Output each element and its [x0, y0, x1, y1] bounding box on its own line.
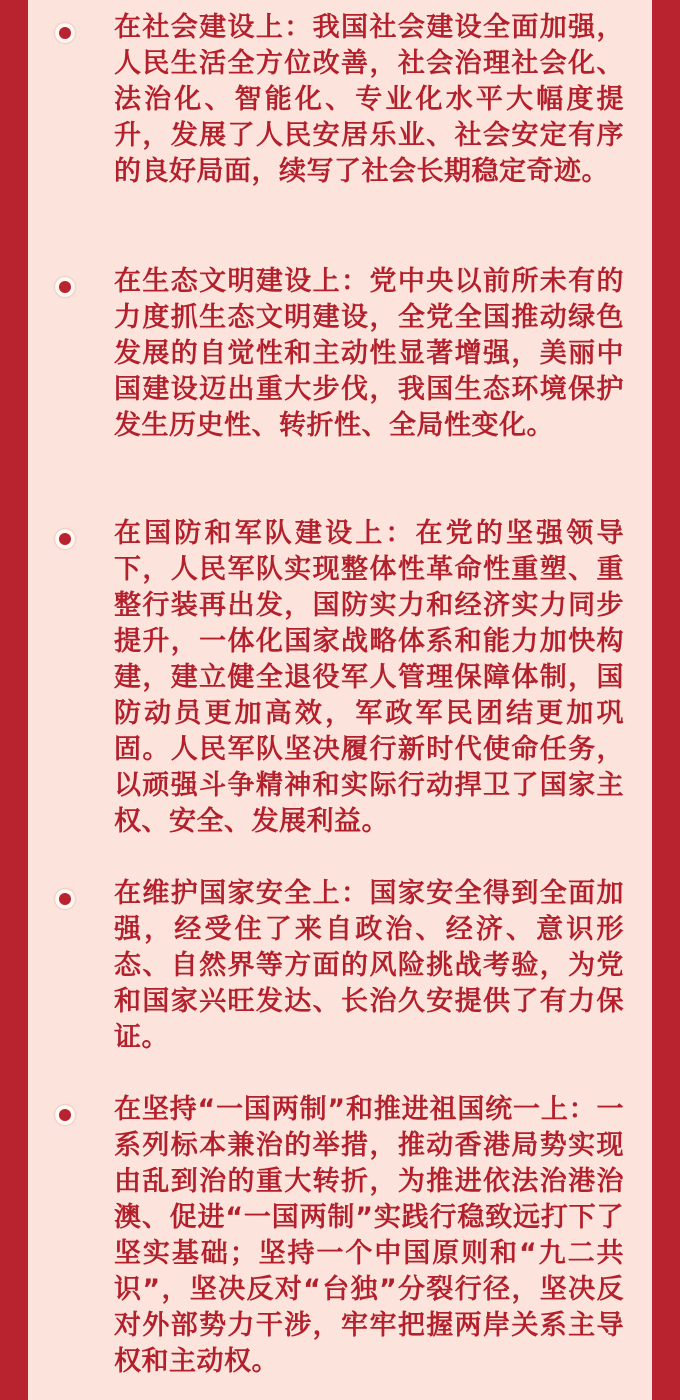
content-panel — [28, 0, 652, 1400]
bullet-dot-icon — [55, 277, 75, 297]
bullet-dot-icon — [55, 23, 75, 43]
item-text-reunification: 在坚持“一国两制”和推进祖国统一上：一系列标本兼治的举措，推动香港局势实现由乱到治的重大转折，为推进依法治港治澳、促进“一国两制”实践行稳致远打下了坚实基础；坚持一个中国原则和“九二共识”，坚决反对“台独”分裂行径，坚决反对外部势力干涉，牢牢把握两岸关系主导权和主动权。 — [114, 1094, 624, 1377]
bullet-dot-icon — [55, 529, 75, 549]
bullet-dot-icon — [55, 1105, 75, 1125]
item-text-ecology: 在生态文明建设上：党中央以前所未有的力度抓生态文明建设，全党全国推动绿色发展的自觉性和主动性显著增强，美丽中国建设迈出重大步伐，我国生态环境保护发生历史性、转折性、全局性变化。 — [114, 266, 624, 441]
bullet-dot-icon — [55, 889, 75, 909]
item-text-defense: 在国防和军队建设上：在党的坚强领导下，人民军队实现整体性革命性重塑、重整行装再出发，国防实力和经济实力同步提升，一体化国家战略体系和能力加快构建，建立健全退役军人管理保障体制，国防动员更加高效，军政军民团结更加巩固。人民军队坚决履行新时代使命任务，以顽强斗争精神和实际行动捍卫了国家主权、安全、发展利益。 — [114, 518, 624, 837]
item-text-security: 在维护国家安全上：国家安全得到全面加强，经受住了来自政治、经济、意识形态、自然界等方面的风险挑战考验，为党和国家兴旺发达、长治久安提供了有力保证。 — [114, 878, 624, 1053]
item-text-social: 在社会建设上：我国社会建设全面加强，人民生活全方位改善，社会治理社会化、法治化、智能化、专业化水平大幅度提升，发展了人民安居乐业、社会安定有序的良好局面，续写了社会长期稳定奇迹。 — [114, 12, 624, 187]
